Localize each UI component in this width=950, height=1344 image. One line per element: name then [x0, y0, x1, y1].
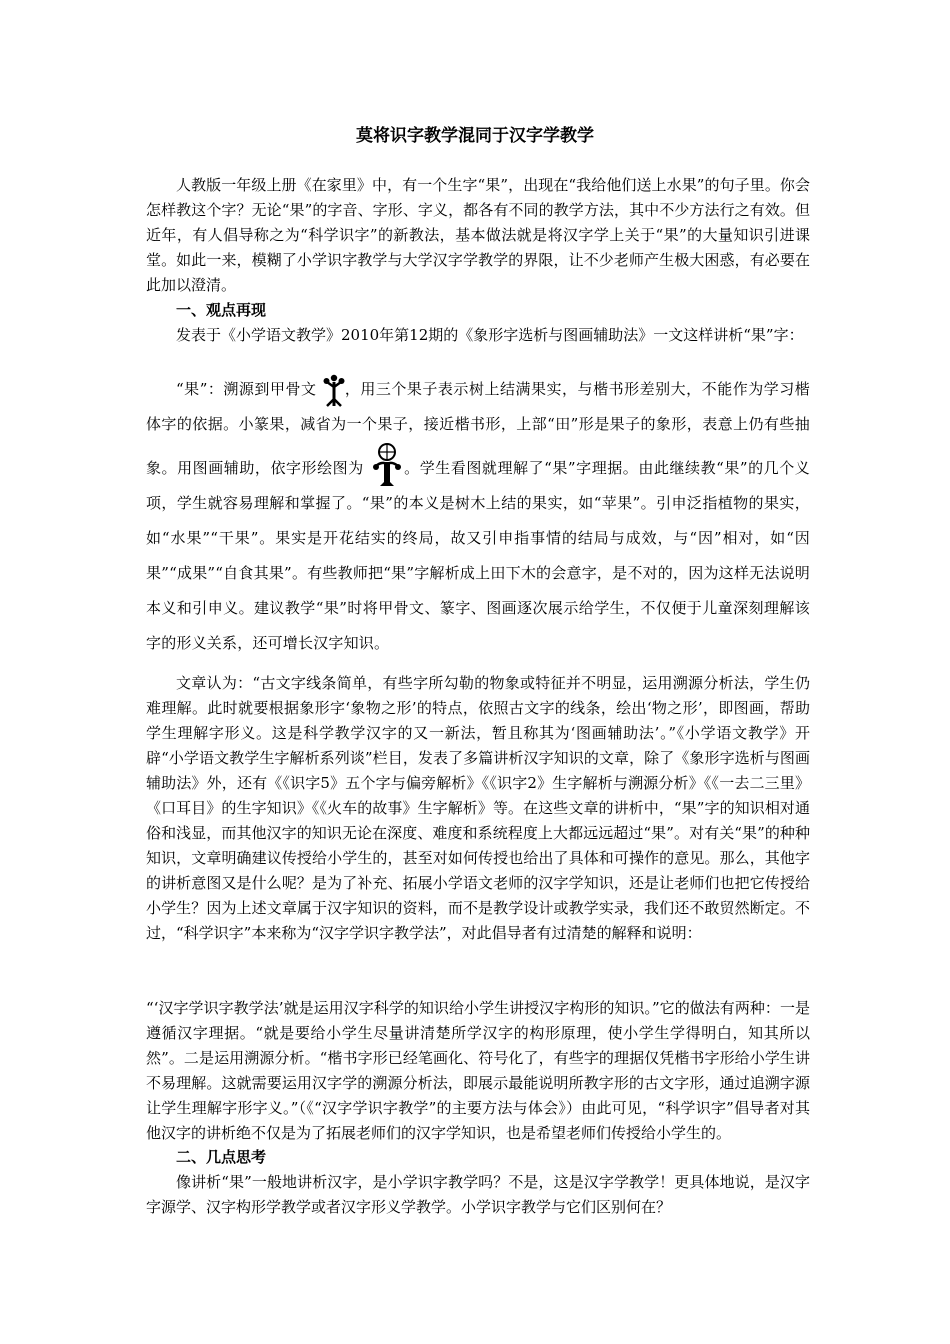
oracle-bone-guo-icon [323, 373, 345, 407]
quote-text-b: ，用三个果子表示树上结满果实，与楷书形差别大，不能作为学习楷体字的依据。小篆果，减省为一个果子，接近楷书形，上部“田”形是果子的象形，表意上仍有些抽象。用图画辅助，依字形绘图为 [146, 380, 810, 477]
section-heading-2: 二、几点思考 [176, 1148, 267, 1166]
section2-paragraph-1: 像讲析“果”一般地讲析汉字，是小学识字教学吗？不是，这是汉字学教学！更具体地说，是汉字字源学、汉字构形学教学或者汉字形义学教学。小学识字教学与它们区别何在？ [146, 1173, 810, 1216]
section1-paragraph-2: 文章认为：“古文字线条简单，有些字所勾勒的物象或特征并不明显，运用溯源分析法，学生仍难理解。此时就要根据象形字‘象物之形’的特点，依照古文字的线条，绘出‘物之形’，即图画，帮助学生理解字形义。这是科学教学汉字的又一新法，暂且称其为‘图画辅助法’。”《小学语文教学》开辟“小学语文教学生字解析系列谈”栏目，发表了多篇讲析汉字知识的文章，除了《象形字选析与图画辅助法》外，还有《《识字5》五个字与偏旁解析》《《识字2》生字解析与溯源分析》《《一去二三里》《口耳目》的生字知识》《《火车的故事》生字解析》等。在这些文章的讲析中，“果”字的知识相对通俗和浅显，而其他汉字的知识无论在深度、难度和系统程度上大都远远超过“果”。对有关“果”的种种知识，文章明确建议传授给小学生的，甚至对如何传授也给出了具体和可操作的意见。那么，其他字的讲析意图又是什么呢？是为了补充、拓展小学语文老师的汉字学知识，还是让老师们也把它传授给小学生？因为上述文章属于汉字知识的资料，而不是教学设计或教学实录，我们还不敢贸然断定。不过，“科学识字”本来称为“汉字学识字教学法”，对此倡导者有过清楚的解释和说明： [146, 674, 810, 942]
section1-paragraph-1: 发表于《小学语文教学》2010年第12期的《象形字选析与图画辅助法》一文这样讲析“果”字： [176, 326, 804, 344]
page-title: 莫将识字教学混同于汉字学教学 [356, 126, 594, 146]
quoted-excerpt [146, 372, 810, 661]
quote-text-c: 。学生看图就理解了“果”字理据。由此继续教“果”的几个义项，学生就容易理解和掌握了。“果”的本义是树木上结的果实，如“苹果”。引申泛指植物的果实，如“水果”“干果”。果实是开花结实的终局，故又引申指事情的结局与成效，与“因”相对，如“因果”“成果”“自食其果”。有些教师把“果”字解析成上田下木的会意字，是不对的，因为这样无法说明本义和引申义。建议教学“果”时将甲骨文、篆字、图画逐次展示给学生，不仅便于儿童深刻理解该字的形义关系，还可增长汉字知识。 [146, 459, 810, 652]
quote-text-a: “果”：溯源到甲骨文 [176, 380, 317, 398]
fruit-tree-drawing-icon [370, 442, 404, 486]
intro-paragraph: 人教版一年级上册《在家里》中，有一个生字“果”，出现在“我给他们送上水果”的句子里。你会怎样教这个字？无论“果”的字音、字形、字义，都各有不同的教学方法，其中不少方法行之有效。但近年，有人倡导称之为“科学识字”的新教法，基本做法就是将汉字学上关于“果”的大量知识引进课堂。如此一来，模糊了小学识字教学与大学汉字学教学的界限，让不少老师产生极大困惑，有必要在此加以澄清。 [146, 176, 810, 294]
section1-paragraph-3: “‘汉字学识字教学法’就是运用汉字科学的知识给小学生讲授汉字构形的知识。”它的做法有两种：一是遵循汉字理据。“就是要给小学生尽量讲清楚所学汉字的构形原理，使小学生学得明白，知其所以然”。二是运用溯源分析。“楷书字形已经笔画化、符号化了，有些字的理据仅凭楷书字形给小学生讲不易理解。这就需要运用汉字学的溯源分析法，即展示最能说明所教字形的古文字形，通过追溯字源让学生理解字形字义。”（《“汉字学识字教学”的主要方法与体会》）由此可见，“科学识字”倡导者对其他汉字的讲析绝不仅是为了拓展老师们的汉字学知识，也是希望老师们传授给小学生的。 [146, 999, 810, 1142]
section-heading-1: 一、观点再现 [176, 301, 267, 319]
